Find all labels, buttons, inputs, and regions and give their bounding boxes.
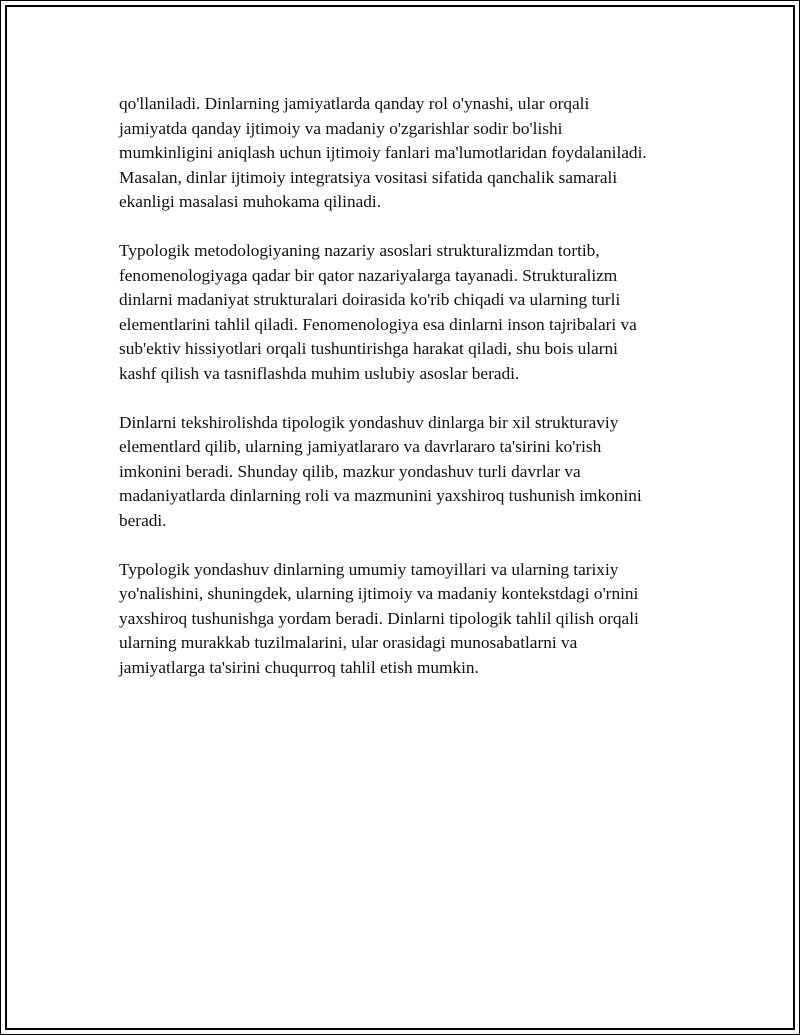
paragraph-4: Typologik yondashuv dinlarning umumiy tamoyillari va ularning tarixiy yo'nalishini, shuningdek, ularning ijtimoiy va madaniy kontekstdagi o'rnini yaxshiroq tushunishga yordam beradi. Dinlarni tipologik tahlil qilish orqali ularning murakkab tuzilmalarini, ular orasidagi munosabatlarni va jamiyatlarga ta'sirini chuqurroq tahlil etish mumkin.	[119, 559, 639, 677]
paragraph-3: Dinlarni tekshirolishda tipologik yondashuv dinlarga bir xil strukturaviy elementlard qilib, ularning jamiyatlararo va davrlararo ta'sirini ko'rish imkonini beradi. Shunday qilib, mazkur yondashuv turli davrlar va madaniyatlarda dinlarning roli va mazmunini yaxshiroq tushunish imkonini beradi.	[119, 412, 642, 530]
paragraph-2: Typologik metodologiyaning nazariy asoslari strukturalizmdan tortib, fenomenologiyaga qadar bir qator nazariyalarga tayanadi. Strukturalizm dinlarni madaniyat strukturalari doirasida ko'rib chiqadi va ularning turli elementlarini tahlil qiladi. Fenomenologiya esa dinlarni inson tajribalari va sub'ektiv hissiyotlari orqali tushuntirishga harakat qiladi, shu bois ularni kashf qilish va tasniflashda muhim uslubiy asoslar beradi.	[119, 241, 637, 383]
document-body	[119, 92, 685, 705]
paragraph-1: qo'llaniladi. Dinlarning jamiyatlarda qanday rol o'ynashi, ular orqali jamiyatda qanday ijtimoiy va madaniy o'zgarishlar sodir bo'lishi mumkinligini aniqlash uchun ijtimoiy fanlari ma'lumotlaridan foydalaniladi. Masalan, dinlar ijtimoiy integratsiya vositasi sifatida qanchalik samarali ekanligi masalasi muhokama qilinadi.	[119, 94, 647, 211]
